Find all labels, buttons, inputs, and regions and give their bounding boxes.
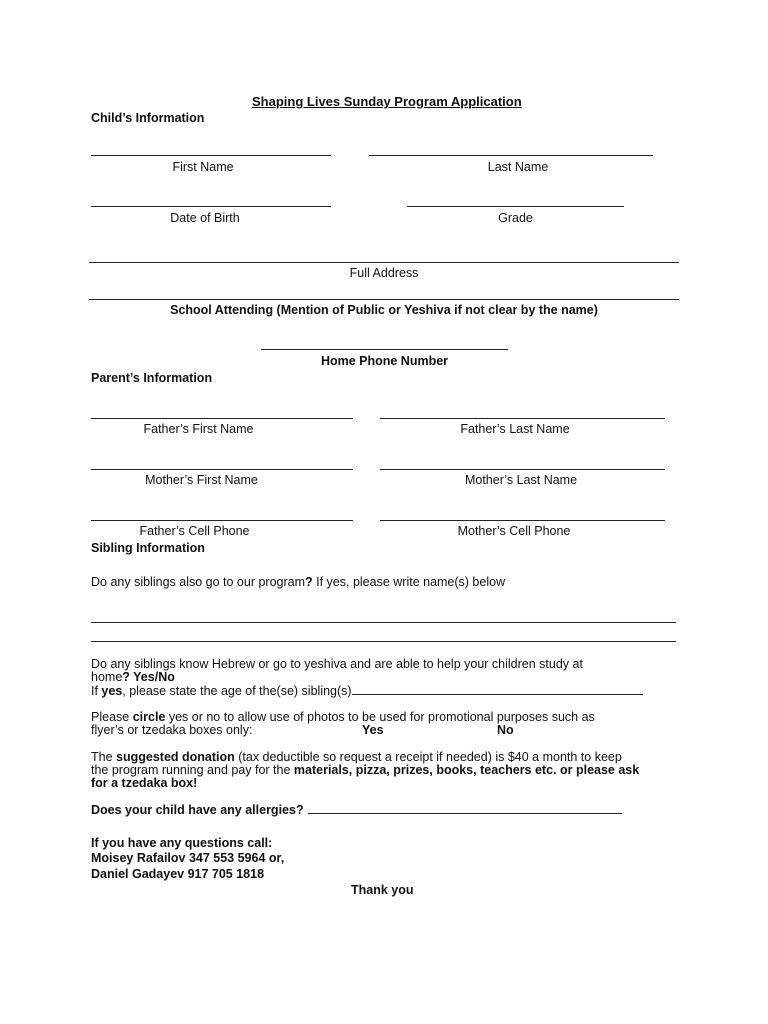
mother-last-name-field[interactable] [380,469,665,470]
home-text: home [91,670,123,684]
father-first-name-label: Father’s First Name [143,422,254,436]
father-last-name-label: Father’s Last Name [460,422,570,436]
contact-heading: If you have any questions call: [91,836,273,850]
father-cell-phone-field[interactable] [91,520,353,521]
home-phone-label: Home Phone Number [320,354,449,368]
yes-emphasis: yes [101,684,123,698]
sibling-hebrew-question-line2 [91,671,691,684]
sibling-program-question [91,575,505,589]
photo-text-line2: flyer’s or tzedaka boxes only: [91,723,253,737]
allergies-question [91,803,622,817]
home-phone-field[interactable] [261,349,508,350]
photo-consent [91,711,691,737]
donation-materials-emphasis: materials, pizza, prizes, books, teachers etc. or please ask [293,763,640,777]
date-of-birth-field[interactable] [91,206,331,207]
date-of-birth-label: Date of Birth [170,211,240,225]
section-heading-parent: Parent’s Information [91,371,213,385]
sibling-hebrew-question-line1: Do any siblings know Hebrew or go to yeshiva and are able to help your children study at [91,657,583,671]
photo-text-a: Please [91,710,133,724]
father-last-name-field[interactable] [380,418,665,419]
photo-text-c: yes or no to allow use of photos to be used for promotional purposes such as [165,710,595,724]
sibling-age-field[interactable] [352,684,643,695]
sibling-hebrew-question [91,658,691,698]
first-name-field[interactable] [91,155,331,156]
contact-line-1: Moisey Rafailov 347 553 5964 or, [91,851,285,865]
yes-no-option[interactable]: ? Yes/No [122,670,175,684]
thank-you: Thank you [351,883,414,897]
section-heading-sibling: Sibling Information [91,541,205,555]
donation-text-c: (tax deductible so request a receipt if needed) is $40 a month to keep [234,750,622,764]
photo-no-option[interactable]: No [497,723,514,737]
circle-emphasis: circle [132,710,166,724]
grade-field[interactable] [407,206,624,207]
full-address-field[interactable] [89,262,679,263]
contact-line-2: Daniel Gadayev 917 705 1818 [91,867,265,881]
mother-first-name-field[interactable] [91,469,353,470]
sibling-age-question [91,684,691,698]
school-attending-field[interactable] [89,299,679,300]
if-text: If [91,684,102,698]
allergies-field[interactable] [308,803,622,814]
last-name-label: Last Name [487,160,549,174]
father-first-name-field[interactable] [91,418,353,419]
school-attending-label: School Attending (Mention of Public or Yeshiva if not clear by the name) [170,303,598,317]
sibling-names-line-1[interactable] [91,622,676,623]
full-address-label: Full Address [349,266,419,280]
mother-first-name-label: Mother’s First Name [145,473,258,487]
photo-consent-line2 [91,724,691,737]
mother-cell-phone-label: Mother’s Cell Phone [457,524,571,538]
father-cell-phone-label: Father’s Cell Phone [139,524,250,538]
allergies-label: Does your child have any allergies? [91,803,304,817]
mother-last-name-label: Mother’s Last Name [464,473,578,487]
donation-text-d: the program running and pay for the [91,763,294,777]
sibling-program-question-tail: If yes, please write name(s) below [312,575,506,589]
photo-yes-option[interactable]: Yes [362,723,384,737]
sibling-age-text: , please state the age of the(se) sibling(s) [122,684,352,698]
sibling-program-question-text: Do any siblings also go to our program [91,575,306,589]
donation-line3: for a tzedaka box! [91,776,198,790]
suggested-donation-emphasis: suggested donation [116,750,235,764]
section-heading-child: Child’s Information [91,111,205,125]
donation-notice [91,751,691,790]
last-name-field[interactable] [369,155,653,156]
form-title: Shaping Lives Sunday Program Application [252,94,522,109]
grade-label: Grade [498,211,533,225]
first-name-label: First Name [172,160,234,174]
sibling-names-line-2[interactable] [91,641,676,642]
donation-text-a: The [91,750,117,764]
mother-cell-phone-field[interactable] [380,520,665,521]
question-mark: ? [305,575,313,589]
